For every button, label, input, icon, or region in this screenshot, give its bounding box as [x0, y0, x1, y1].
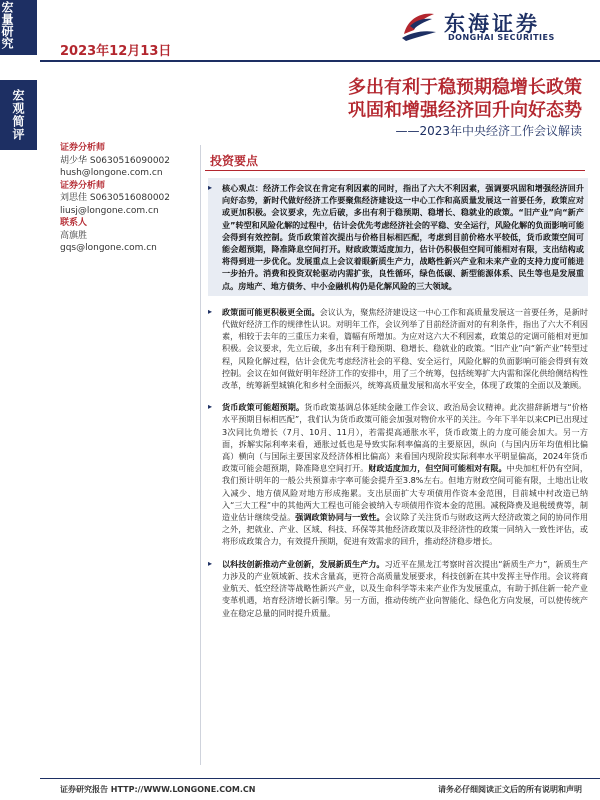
report-date: 2023年12月13日	[60, 44, 172, 59]
paragraph-lead: 以科技创新推动产业创新，发展新质生产力。	[222, 558, 385, 569]
donghai-logo-icon	[400, 8, 438, 42]
paragraph-text: 货币政策基调总体延续金融工作会议、政治局会议精神。此次措辞新增与“价格水平预期目标相匹配”，我们认为货币政策可能会加强对物价水平的关注。今年下半年以来CPI已出现过3次同比负增长（7月、10月、11月），若需提高通胀水平，货币政策上的力度可能会加大。另一方面，拆解实际利率来看，通胀过低也是导致实际利率偏高的主要原因，纵向（与国内历年均值相比偏高）横向（与国际主要国家及经济体相比偏高）来看国内现阶段实际利率水平明显偏高，2024年货币政策可能会超预期，降准降息空间打开。	[222, 402, 588, 474]
section-rule	[205, 170, 585, 171]
paragraph-text: 会议除了关注货币与财政这两大经济政策之间的协同作用之外，把就业、产业、区域、科技、环保等其他经济政策以及非经济性的政策一同纳入一致性评估，或将形成政策合力，有效提升预期，促进有效需求的回升，推动经济稳步增长。	[222, 512, 588, 547]
company-logo	[400, 6, 595, 46]
analyst-info	[60, 142, 200, 255]
paragraph-text: 经济工作会议在肯定有利因素的同时，指出了六大不利因素，强调要巩固和增强经济回升向好态势，新时代做好经济工作要聚焦经济建设这一中心工作和高质量发展这一首要任务，政策应对或更加积极。会议要求，先立后破，多出有利于稳预期、稳增长、稳就业的政策。“旧产业”向“新产业”转型和风险化解的过程中，估计会优先考虑经济社会的平稳、安全运行，风险化解的负面影响可能会得到有效控制。货币政策首次提出与价格目标相匹配，考虑到目前价格水平较低，货币政策空间可能会超预期，降准降息空间打开。财政政策适度加力，估计仍积极但空间可能相对有限，支出结构或将得到进一步优化。发展重点上会议着眼新质生产力，战略性新兴产业和未来产业的支持力度可能进一步抬升。消费和投资双轮驱动内需扩张，良性循环，绿色低碳、新型能源体系、民生等也是发展重点。房地产、地方债务、中小金融机构仍是化解风险的三大领域。	[222, 183, 584, 291]
section-heading: 投资要点	[210, 154, 259, 168]
side-tab-research-label: 宏量研究	[0, 0, 14, 49]
analyst-email[interactable]: hush@longone.com.cn	[60, 168, 163, 178]
paragraph-lead: 政策面可能更积极更全面。	[222, 306, 320, 317]
triangle-bullet-icon: ▸	[208, 558, 213, 568]
report-subtitle: ——2023年中央经济工作会议解读	[395, 124, 582, 138]
triangle-bullet-icon: ▸	[208, 402, 213, 412]
footer-rule	[40, 778, 600, 779]
column-divider	[200, 145, 201, 765]
side-tab-category	[0, 80, 37, 150]
footer-disclaimer: 请务必仔细阅读正文后的所有说明和声明	[438, 785, 582, 794]
logo-cn-text: 东海证券	[444, 12, 540, 36]
header-rule	[40, 60, 600, 62]
paragraph-lead-coordination: 强调政策协同与一致性。	[295, 512, 385, 523]
logo-en-text: DONGHAI SECURITIES	[448, 33, 555, 42]
report-title	[162, 76, 582, 122]
analyst-role: 证券分析师	[60, 143, 106, 153]
policy-paragraph	[208, 306, 588, 391]
triangle-bullet-icon: ▸	[208, 306, 213, 316]
title-line-2: 巩固和增强经济回升向好态势	[348, 100, 582, 121]
paragraph-lead-fiscal: 财政适度加力，但空间可能相对有限。	[368, 463, 507, 474]
contact-email[interactable]: gqs@longone.com.cn	[60, 243, 157, 253]
analyst-name: 刘思佳 S0630516080002	[60, 193, 171, 203]
summary-paragraph	[208, 178, 588, 296]
side-tab-research	[0, 0, 37, 55]
analyst-email[interactable]: liusj@longone.com.cn	[60, 205, 159, 216]
title-line-1: 多出有利于稳预期稳增长政策	[348, 77, 582, 98]
analyst-role: 证券分析师	[60, 180, 106, 191]
report-body	[208, 178, 588, 629]
innovation-paragraph	[208, 558, 588, 619]
contact-role: 联系人	[60, 218, 88, 228]
triangle-bullet-icon: ▸	[208, 183, 213, 192]
paragraph-text: 会议认为，聚焦经济建设这一中心工作和高质量发展这一首要任务，是新时代做好经济工作的规律性认识。对明年工作，会议列举了目前经济面对的有利条件，指出了六大不利因素，相较于去年的三重压力来看，篇幅有所增加。为应对这六大不利因素，政策总的定调可能相对更加积极。会议要求，先立后破，多出有利于稳预期、稳增长、稳就业的政策。“旧产业”向“新产业”转型过程，风险化解过程，估计会优先考虑经济社会的平稳、安全运行，风险化解的负面影响可能会得到有效控制。会议在如何做好明年经济工作的安排中，用了三个统筹，包括统筹扩大内需和深化供给侧结构性改革，统筹新型城镇化和乡村全面振兴，统筹高质量发展和高水平安全，体现了政策的全面以及兼顾。	[222, 306, 588, 391]
side-tab-category-label: 宏观简评	[11, 89, 25, 141]
paragraph-text: 习近平在黑龙江考察时首次提出“新质生产力”，新质生产力涉及的产业领域新、技术含量高，更符合高质量发展要求，科技创新在其中发挥主导作用。会议将商业航天、低空经济等战略性新兴产业，以及生命科学等未来产业作为发展重点，有助于抓住新一轮产业变革机遇，培育经济增长新引擎。另一方面，推动传统产业向智能化、绿色化方向发展，可以使传统产业在稳定总量的同时提升质量。	[222, 558, 588, 618]
paragraph-text: 中央加杠杆仍有空间，我们预计明年的一般公共预算赤字率可能会提升至3.8%左右。但地方财政空间可能有限，土地出让收入减少、地方债风险对地方形成拖累。支出层面扩大专项债用作资本金范围，目前城中村改造已纳入“三大工程”中的其他两大工程也可能会被纳入专项债用作资本金的范围。减税降费及退税缓费等，制造业估计继续受益。	[222, 463, 588, 523]
paragraph-lead: 核心观点：	[222, 183, 264, 193]
monetary-paragraph	[208, 401, 588, 547]
analyst-name: 胡少华 S0630516090002	[60, 155, 171, 166]
paragraph-lead: 货币政策可能超预期。	[222, 402, 305, 413]
contact-name: 高旗胜	[60, 230, 88, 241]
footer-website[interactable]: 证券研究报告 HTTP://WWW.LONGONE.COM.CN	[60, 785, 256, 794]
